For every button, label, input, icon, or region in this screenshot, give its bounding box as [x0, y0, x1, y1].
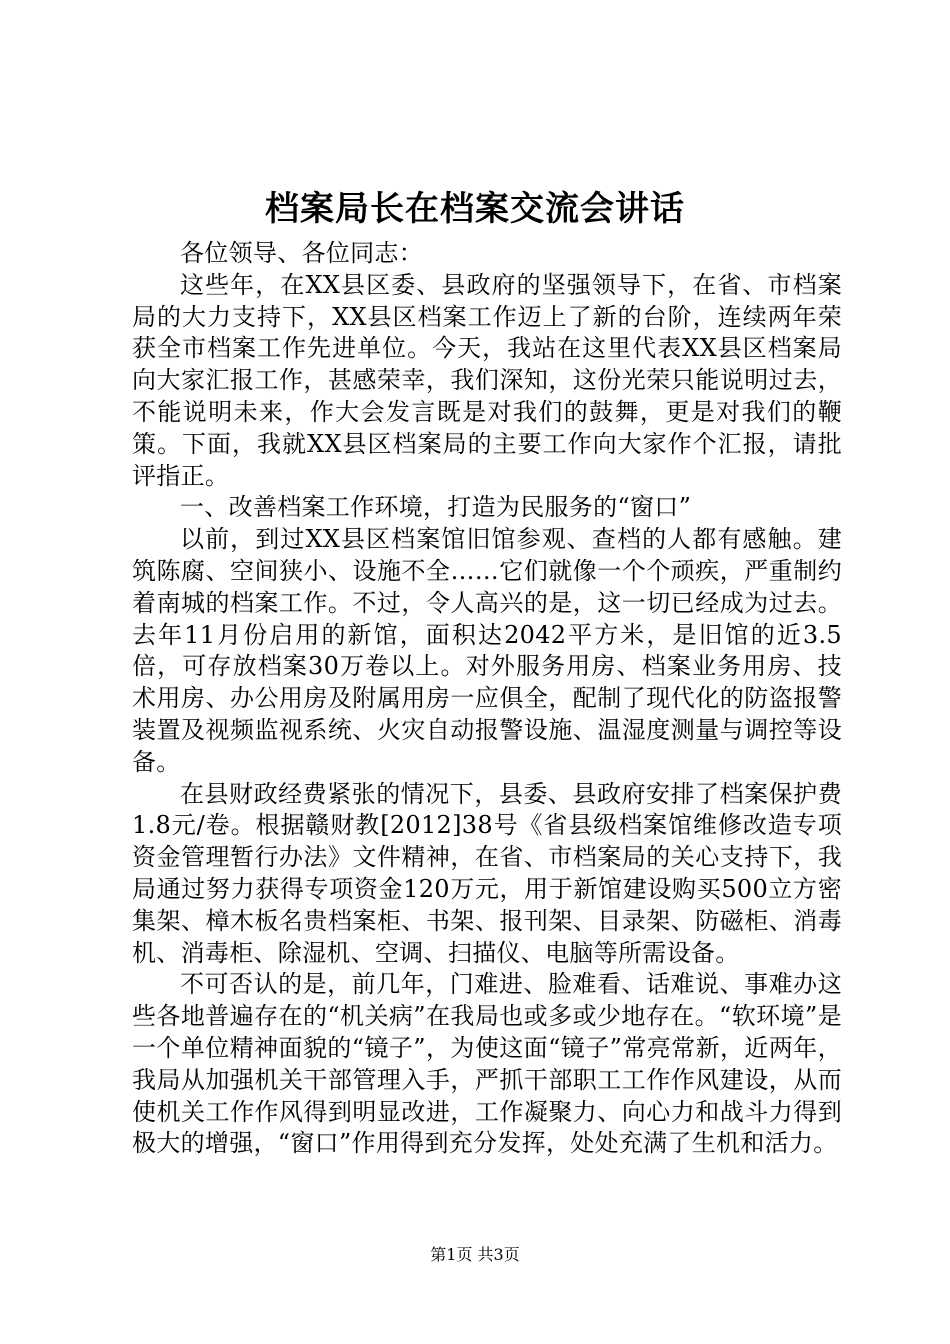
salutation-paragraph: 各位领导、各位同志：	[180, 239, 423, 267]
document-body	[132, 238, 842, 1160]
intro-paragraph: 这些年，在XX县区委、县政府的坚强领导下，在省、市档案局的大力支持下，XX县区档案工作迈上了新的台阶，连续两年荣获全市档案工作先进单位。今天，我站在这里代表XX县区档案局向大家汇报工作，甚感荣幸，我们深知，这份光荣只能说明过去，不能说明未来，作大会发言既是对我们的鼓舞，更是对我们的鞭策。下面，我就XX县区档案局的主要工作向大家作个汇报，请批评指正。	[132, 270, 842, 490]
page-indicator: 第1页 共3页	[430, 1245, 520, 1264]
section-heading: 一、改善档案工作环境，打造为民服务的“窗口”	[180, 493, 692, 522]
document-title: 档案局长在档案交流会讲话	[265, 189, 685, 229]
body-paragraph: 在县财政经费紧张的情况下，县委、县政府安排了档案保护费1.8元/卷。根据赣财教[2012]38号《省县级档案馆维修改造专项资金管理暂行办法》文件精神，在省、市档案局的关心支持下，我局通过努力获得专项资金120万元，用于新馆建设购买500立方密集架、樟木板名贵档案柜、书架、报刊架、目录架、防磁柜、消毒机、消毒柜、除湿机、空调、扫描仪、电脑等所需设备。	[132, 779, 842, 967]
body-paragraph: 不可否认的是，前几年，门难进、脸难看、话难说、事难办这些各地普遍存在的“机关病”在我局也或多或少地存在。“软环境”是一个单位精神面貌的“镜子”，为使这面“镜子”常亮常新，近两年，我局从加强机关干部管理入手，严抓干部职工工作作风建设，从而使机关工作作风得到明显改进，工作凝聚力、向心力和战斗力得到极大的增强，“窗口”作用得到充分发挥，处处充满了生机和活力。	[132, 970, 842, 1158]
body-paragraph: 以前，到过XX县区档案馆旧馆参观、查档的人都有感触。建筑陈腐、空间狭小、设施不全……它们就像一个个顽疾，严重制约着南城的档案工作。不过，令人高兴的是，这一切已经成为过去。去年11月份启用的新馆，面积达2042平方米，是旧馆的近3.5倍，可存放档案30万卷以上。对外服务用房、档案业务用房、技术用房、办公用房及附属用房一应俱全，配制了现代化的防盗报警装置及视频监视系统、火灾自动报警设施、温湿度测量与调控等设备。	[132, 525, 842, 776]
